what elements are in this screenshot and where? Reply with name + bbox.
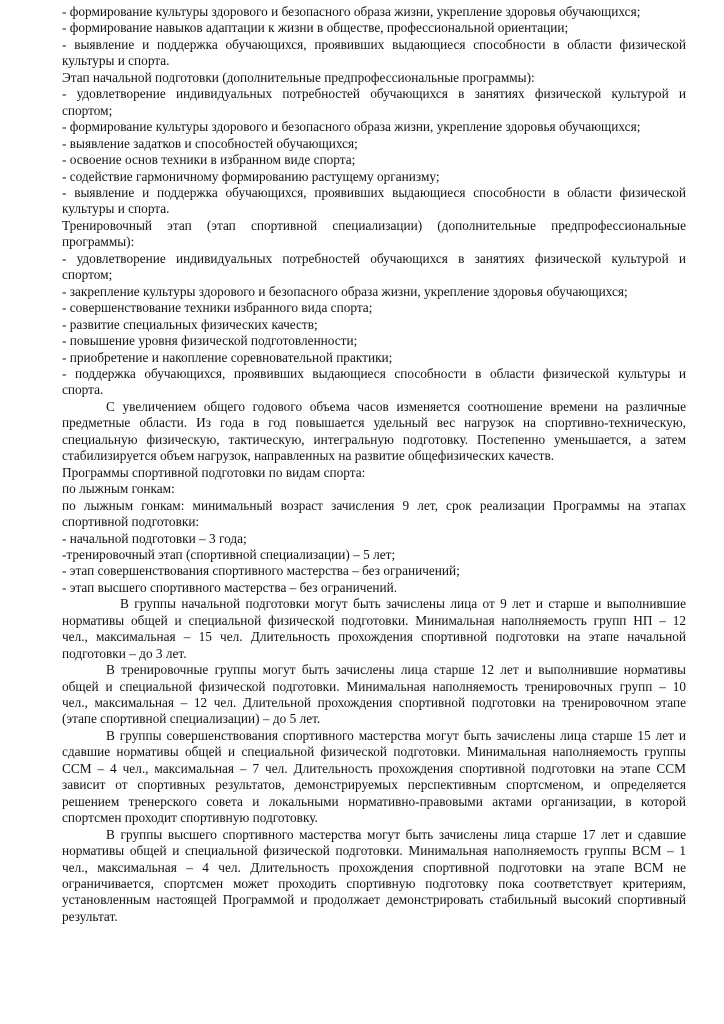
paragraph-line: С увеличением общего годового объема часов изменяется соотношение времени на различные — [106, 398, 686, 414]
text-line: Программы спортивной подготовки по видам спорта: — [62, 464, 366, 480]
paragraph-line: чел., максимальная – 4 чел. Длительность прохождения спортивной подготовки на этапе ВСМ не — [62, 859, 686, 875]
paragraph-line: результат. — [62, 908, 118, 924]
paragraph-line: подготовки – до 3 лет. — [62, 645, 187, 661]
paragraph-line: В тренировочные группы могут быть зачислены лица старше 12 лет и выполнившие нормативы — [106, 662, 686, 678]
text-line: - формирование культуры здорового и безопасного образа жизни, укрепление здоровья обучающихся; — [62, 119, 641, 135]
paragraph-line: стабилизируется объем нагрузок, направленных на развитие общефизических качеств. — [62, 448, 555, 464]
text-line: по лыжным гонкам: минимальный возраст зачисления 9 лет, срок реализации Программы на этапах — [62, 497, 686, 513]
text-line: - повышение уровня физической подготовленности; — [62, 333, 358, 349]
text-line: культуры и спорта. — [62, 53, 170, 69]
paragraph-line: (этапе спортивной специализации) – до 5 лет. — [62, 711, 321, 727]
text-line: культуры и спорта. — [62, 201, 170, 217]
paragraph-line: решением тренерского совета и локальными нормативно-правовыми актами организации, в которой — [62, 793, 686, 809]
paragraph-line: В группы совершенствования спортивного мастерства могут быть зачислены лица старше 15 лет и — [106, 727, 686, 743]
text-line: - совершенствование техники избранного вида спорта; — [62, 300, 373, 316]
text-line: - развитие специальных физических качеств; — [62, 316, 318, 332]
text-line: - выявление и поддержка обучающихся, проявивших выдающиеся способности в области физической — [62, 36, 686, 52]
paragraph-line: предметные области. Из года в год повышается удельный вес нагрузок на спортивно-техническую, — [62, 415, 686, 431]
text-line: - этап высшего спортивного мастерства – без ограничений. — [62, 579, 398, 595]
paragraph-line: сдавшие нормативы общей и специальной физической подготовки. Минимальная наполняемость группы — [62, 744, 686, 760]
section-heading: программы): — [62, 234, 135, 250]
text-line: спорта. — [62, 382, 104, 398]
paragraph-line: зависит от спортивных результатов, демонстрируемых перспективным спортсменом, и определяется — [62, 777, 686, 793]
text-line: - приобретение и накопление соревновательной практики; — [62, 349, 393, 365]
paragraph-line: чел., максимальная – 15 чел. Длительность прохождения спортивной подготовки на этапе начальной — [62, 629, 686, 645]
paragraph-line: общей и специальной физической подготовки. Минимальная наполняемость тренировочных групп – 10 — [62, 678, 686, 694]
text-line: спортом; — [62, 267, 113, 283]
text-line: - начальной подготовки – 3 года; — [62, 530, 247, 546]
text-line: - закрепление культуры здорового и безопасного образа жизни, укрепление здоровья обучающихся; — [62, 283, 628, 299]
paragraph-line: нормативы общей и специальной физической подготовки. Минимальная наполняемость группы ВСМ – 1 — [62, 843, 686, 859]
paragraph-line: В группы начальной подготовки могут быть зачислены лица от 9 лет и старше и выполнившие — [120, 596, 686, 612]
paragraph-line: В группы высшего спортивного мастерства могут быть зачислены лица старше 17 лет и сдавшие — [106, 826, 686, 842]
paragraph-line: чел., максимальная – 12 чел. Длительной прохождения спортивной подготовки на тренировочном этапе — [62, 695, 686, 711]
text-line: - освоение основ техники в избранном виде спорта; — [62, 152, 356, 168]
section-heading: Этап начальной подготовки (дополнительные предпрофессиональные программы): — [62, 69, 535, 85]
paragraph-line: установленным настоящей Программой и продолжает демонстрировать стабильный высокий спортивный — [62, 892, 686, 908]
text-line: - формирование культуры здорового и безопасного образа жизни, укрепление здоровья обучающихся; — [62, 4, 641, 19]
text-line: - содействие гармоничному формированию растущему организму; — [62, 168, 440, 184]
text-line: - поддержка обучающихся, проявивших выдающиеся способности в области физической культуры и — [62, 365, 686, 381]
text-line: - формирование навыков адаптации к жизни в обществе, профессиональной ориентации; — [62, 20, 569, 36]
text-line: - выявление задатков и способностей обучающихся; — [62, 135, 358, 151]
text-line: спортом; — [62, 102, 113, 118]
text-line: - выявление и поддержка обучающихся, проявивших выдающиеся способности в области физической — [62, 184, 686, 200]
text-line: - удовлетворение индивидуальных потребностей обучающихся в занятиях физической культурой и — [62, 250, 686, 266]
text-line: - удовлетворение индивидуальных потребностей обучающихся в занятиях физической культурой и — [62, 86, 686, 102]
paragraph-line: ССМ – 4 чел., максимальная – 7 чел. Длительность прохождения спортивной подготовки на этапе ССМ — [62, 760, 686, 776]
text-line: по лыжным гонкам: — [62, 481, 175, 497]
paragraph-line: ограничивается, спортсмен может проходить спортивную подготовку пока соответствует критериям, — [62, 876, 686, 892]
paragraph-line: спортсмен проходит спортивную подготовку. — [62, 810, 318, 826]
text-line: спортивной подготовки: — [62, 514, 200, 530]
section-heading: Тренировочный этап (этап спортивной специализации) (дополнительные предпрофессиональные — [62, 217, 686, 233]
paragraph-line: нормативы общей и специальной физической подготовки. Минимальная наполняемость групп НП – 12 — [62, 612, 686, 628]
text-line: - этап совершенствования спортивного мастерства – без ограничений; — [62, 563, 460, 579]
paragraph-line: специальную физическую, тактическую, интегральную подготовку. Постепенно уменьшается, а затем — [62, 431, 686, 447]
text-line: -тренировочный этап (спортивной специализации) – 5 лет; — [62, 546, 396, 562]
